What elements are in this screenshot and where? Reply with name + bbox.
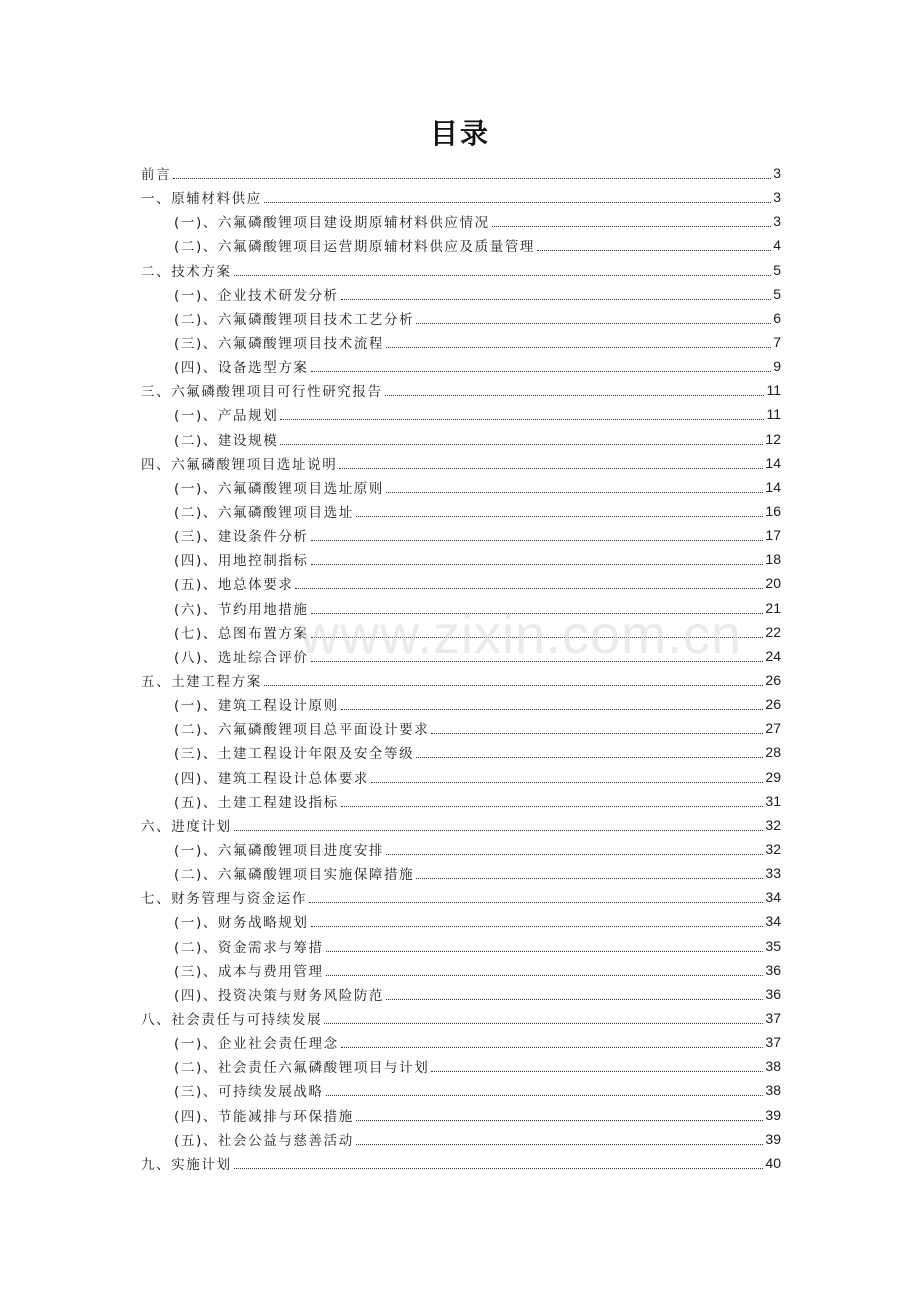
toc-page-number: 26 [765,696,781,713]
toc-dot-leader [339,467,763,469]
toc-page-number: 24 [765,647,781,664]
toc-entry-label: 五、土建工程方案 [141,674,262,691]
toc-page-number: 11 [766,382,781,399]
toc-page-number: 22 [765,623,781,640]
toc-dot-leader [492,225,771,227]
toc-dot-leader [280,418,764,420]
toc-subsection-entry[interactable] [141,861,781,885]
toc-dot-leader [326,950,764,952]
toc-entry-label: (二)、六氟磷酸锂项目运营期原辅材料供应及质量管理 [174,239,536,256]
toc-entry-label: (四)、用地控制指标 [174,553,309,570]
toc-entry-label: (一)、产品规划 [174,408,279,425]
toc-subsection-entry[interactable] [141,354,781,378]
toc-dot-leader [416,756,763,758]
toc-entry-label: 九、实施计划 [141,1156,232,1173]
toc-entry-label: (四)、建筑工程设计总体要求 [174,770,369,787]
toc-entry-label: (一)、企业技术研发分析 [174,287,339,304]
toc-entry-label: (一)、建筑工程设计原则 [174,698,339,715]
toc-entry-label: 三、六氟磷酸锂项目可行性研究报告 [141,384,383,401]
toc-entry-label: (四)、节能减排与环保措施 [174,1108,354,1125]
toc-dot-leader [311,370,772,372]
toc-subsection-entry[interactable] [141,547,781,571]
toc-section-entry[interactable] [141,668,781,692]
toc-dot-leader [311,925,764,927]
toc-entry-label: (四)、设备选型方案 [174,360,309,377]
toc-subsection-entry[interactable] [141,596,781,620]
toc-page-number: 20 [765,575,781,592]
toc-entry-label: (一)、六氟磷酸锂项目选址原则 [174,480,385,497]
toc-subsection-entry[interactable] [141,330,781,354]
toc-subsection-entry[interactable] [141,402,781,426]
toc-title: 目录 [429,117,490,150]
toc-entry-label: 四、六氟磷酸锂项目选址说明 [141,456,338,473]
toc-subsection-entry[interactable] [141,306,781,330]
toc-subsection-entry[interactable] [141,740,781,764]
toc-page-number: 21 [765,599,781,616]
toc-section-entry[interactable] [141,813,781,837]
toc-dot-leader [386,853,763,855]
toc-page-number: 18 [765,551,781,568]
toc-subsection-entry[interactable] [141,233,781,257]
toc-subsection-entry[interactable] [141,1078,781,1102]
toc-entry-label: (二)、六氟磷酸锂项目实施保障措施 [174,867,415,884]
toc-entry-label: (六)、节约用地措施 [174,601,309,618]
toc-dot-leader [264,201,771,203]
toc-dot-leader [356,1143,764,1145]
toc-subsection-entry[interactable] [141,837,781,861]
toc-dot-leader [386,346,771,348]
toc-dot-leader [309,901,763,903]
toc-page-number: 38 [765,1082,781,1099]
toc-dot-leader [295,587,763,589]
toc-page-number: 26 [765,672,781,689]
toc-dot-leader [416,877,763,879]
toc-dot-leader [385,394,765,396]
toc-entry-label: 一、原辅材料供应 [141,191,262,208]
toc-entry-label: (一)、财务战略规划 [174,915,309,932]
toc-subsection-entry[interactable] [141,282,781,306]
toc-dot-leader [341,708,764,710]
toc-subsection-entry[interactable] [141,475,781,499]
toc-page-number: 36 [765,961,781,978]
toc-page-number: 31 [765,792,781,809]
toc-page-number: 12 [765,430,781,447]
toc-entry-label: (五)、社会公益与慈善活动 [174,1132,354,1149]
toc-entry-label: (二)、社会责任六氟磷酸锂项目与计划 [174,1060,430,1077]
toc-dot-leader [234,274,772,276]
toc-dot-leader [386,491,763,493]
toc-page-number: 14 [765,454,781,471]
toc-dot-leader [326,1094,764,1096]
toc-subsection-entry[interactable] [141,523,781,547]
toc-subsection-entry[interactable] [141,1030,781,1054]
toc-dot-leader [173,177,771,179]
table-of-contents [141,161,781,1175]
toc-entry-label: (五)、地总体要求 [174,577,294,594]
toc-subsection-entry[interactable] [141,620,781,644]
toc-subsection-entry[interactable] [141,934,781,958]
toc-dot-leader [311,539,764,541]
toc-entry-label: (二)、六氟磷酸锂项目技术工艺分析 [174,311,415,328]
toc-entry-label: (三)、建设条件分析 [174,529,309,546]
toc-dot-leader [234,829,764,831]
toc-entry-label: (二)、六氟磷酸锂项目选址 [174,505,354,522]
toc-page-number: 39 [765,1106,781,1123]
toc-page-number: 37 [765,1034,781,1051]
toc-page-number: 38 [765,1058,781,1075]
toc-page-number: 3 [773,189,781,206]
toc-page-number: 16 [765,503,781,520]
toc-entry-label: (五)、土建工程建设指标 [174,794,339,811]
toc-page-number: 6 [773,309,781,326]
toc-entry-label: (七)、总图布置方案 [174,625,309,642]
toc-page-number: 37 [765,1009,781,1026]
toc-page-number: 29 [765,768,781,785]
toc-subsection-entry[interactable] [141,644,781,668]
toc-page-number: 28 [765,744,781,761]
toc-section-entry[interactable] [141,1151,781,1175]
toc-subsection-entry[interactable] [141,982,781,1006]
toc-entry-label: (四)、投资决策与财务风险防范 [174,987,385,1004]
toc-entry-label: (二)、建设规模 [174,432,279,449]
toc-entry-label: (一)、企业社会责任理念 [174,1036,339,1053]
toc-page-number: 5 [773,261,781,278]
toc-page-number: 4 [773,237,781,254]
toc-dot-leader [311,660,764,662]
toc-subsection-entry[interactable] [141,499,781,523]
toc-entry-label: 二、技术方案 [141,263,232,280]
toc-page-number: 34 [765,889,781,906]
toc-dot-leader [341,805,764,807]
toc-dot-leader [416,322,771,324]
toc-dot-leader [371,781,763,783]
toc-page-number: 5 [773,285,781,302]
toc-dot-leader [341,1046,764,1048]
toc-section-entry[interactable] [141,161,781,185]
toc-page-number: 3 [773,165,781,182]
toc-entry-label: (八)、选址综合评价 [174,649,309,666]
toc-page-number: 34 [765,913,781,930]
toc-page-number: 32 [765,816,781,833]
toc-dot-leader [356,1119,764,1121]
toc-dot-leader [431,732,763,734]
toc-dot-leader [431,1070,763,1072]
toc-entry-label: (一)、六氟磷酸锂项目进度安排 [174,843,385,859]
toc-entry-label: 八、社会责任与可持续发展 [141,1011,323,1028]
toc-subsection-entry[interactable] [141,789,781,813]
toc-subsection-entry[interactable] [141,1054,781,1078]
watermark: www.zixin.com.cn [300,605,743,665]
toc-entry-label: (三)、可持续发展战略 [174,1084,324,1101]
toc-subsection-entry[interactable] [141,209,781,233]
toc-dot-leader [234,1167,764,1169]
toc-page-number: 9 [773,358,781,375]
toc-dot-leader [311,636,764,638]
toc-subsection-entry[interactable] [141,909,781,933]
toc-section-entry[interactable] [141,185,781,209]
toc-entry-label: (三)、成本与费用管理 [174,963,324,980]
toc-entry-label: (二)、资金需求与筹措 [174,939,324,956]
toc-entry-label: (一)、六氟磷酸锂项目建设期原辅材料供应情况 [174,215,490,232]
toc-entry-label: (二)、六氟磷酸锂项目总平面设计要求 [174,722,430,739]
toc-dot-leader [326,974,764,976]
toc-subsection-entry[interactable] [141,765,781,789]
toc-section-entry[interactable] [141,258,781,282]
toc-page-number: 35 [765,937,781,954]
toc-subsection-entry[interactable] [141,958,781,982]
toc-subsection-entry[interactable] [141,571,781,595]
toc-entry-label: 前言 [141,167,172,184]
toc-dot-leader [280,443,763,445]
toc-page-number: 36 [765,985,781,1002]
toc-page-number: 3 [773,213,781,230]
toc-subsection-entry[interactable] [141,692,781,716]
toc-entry-label: 七、财务管理与资金运作 [141,891,308,908]
toc-page-number: 33 [765,865,781,882]
toc-dot-leader [311,563,764,565]
toc-subsection-entry[interactable] [141,716,781,740]
toc-page-number: 32 [765,841,781,857]
toc-dot-leader [356,515,764,517]
toc-page-number: 40 [765,1154,781,1171]
toc-page-number: 17 [765,527,781,544]
toc-section-entry[interactable] [141,885,781,909]
toc-page-number: 14 [765,478,781,495]
toc-entry-label: (三)、土建工程设计年限及安全等级 [174,746,415,763]
toc-page-number: 39 [765,1130,781,1147]
toc-section-entry[interactable] [141,1006,781,1030]
toc-dot-leader [386,998,763,1000]
toc-subsection-entry[interactable] [141,1127,781,1151]
toc-entry-label: 六、进度计划 [141,818,232,835]
toc-section-entry[interactable] [141,451,781,475]
toc-entry-label: (三)、六氟磷酸锂项目技术流程 [174,336,385,353]
toc-dot-leader [537,249,771,251]
toc-subsection-entry[interactable] [141,427,781,451]
toc-page-number: 11 [766,406,781,423]
toc-dot-leader [311,612,764,614]
toc-page-number: 7 [773,334,781,351]
toc-dot-leader [341,298,771,300]
toc-dot-leader [264,684,764,686]
toc-subsection-entry[interactable] [141,1102,781,1126]
toc-page-number: 27 [765,720,781,737]
toc-section-entry[interactable] [141,378,781,402]
toc-dot-leader [324,1022,763,1024]
